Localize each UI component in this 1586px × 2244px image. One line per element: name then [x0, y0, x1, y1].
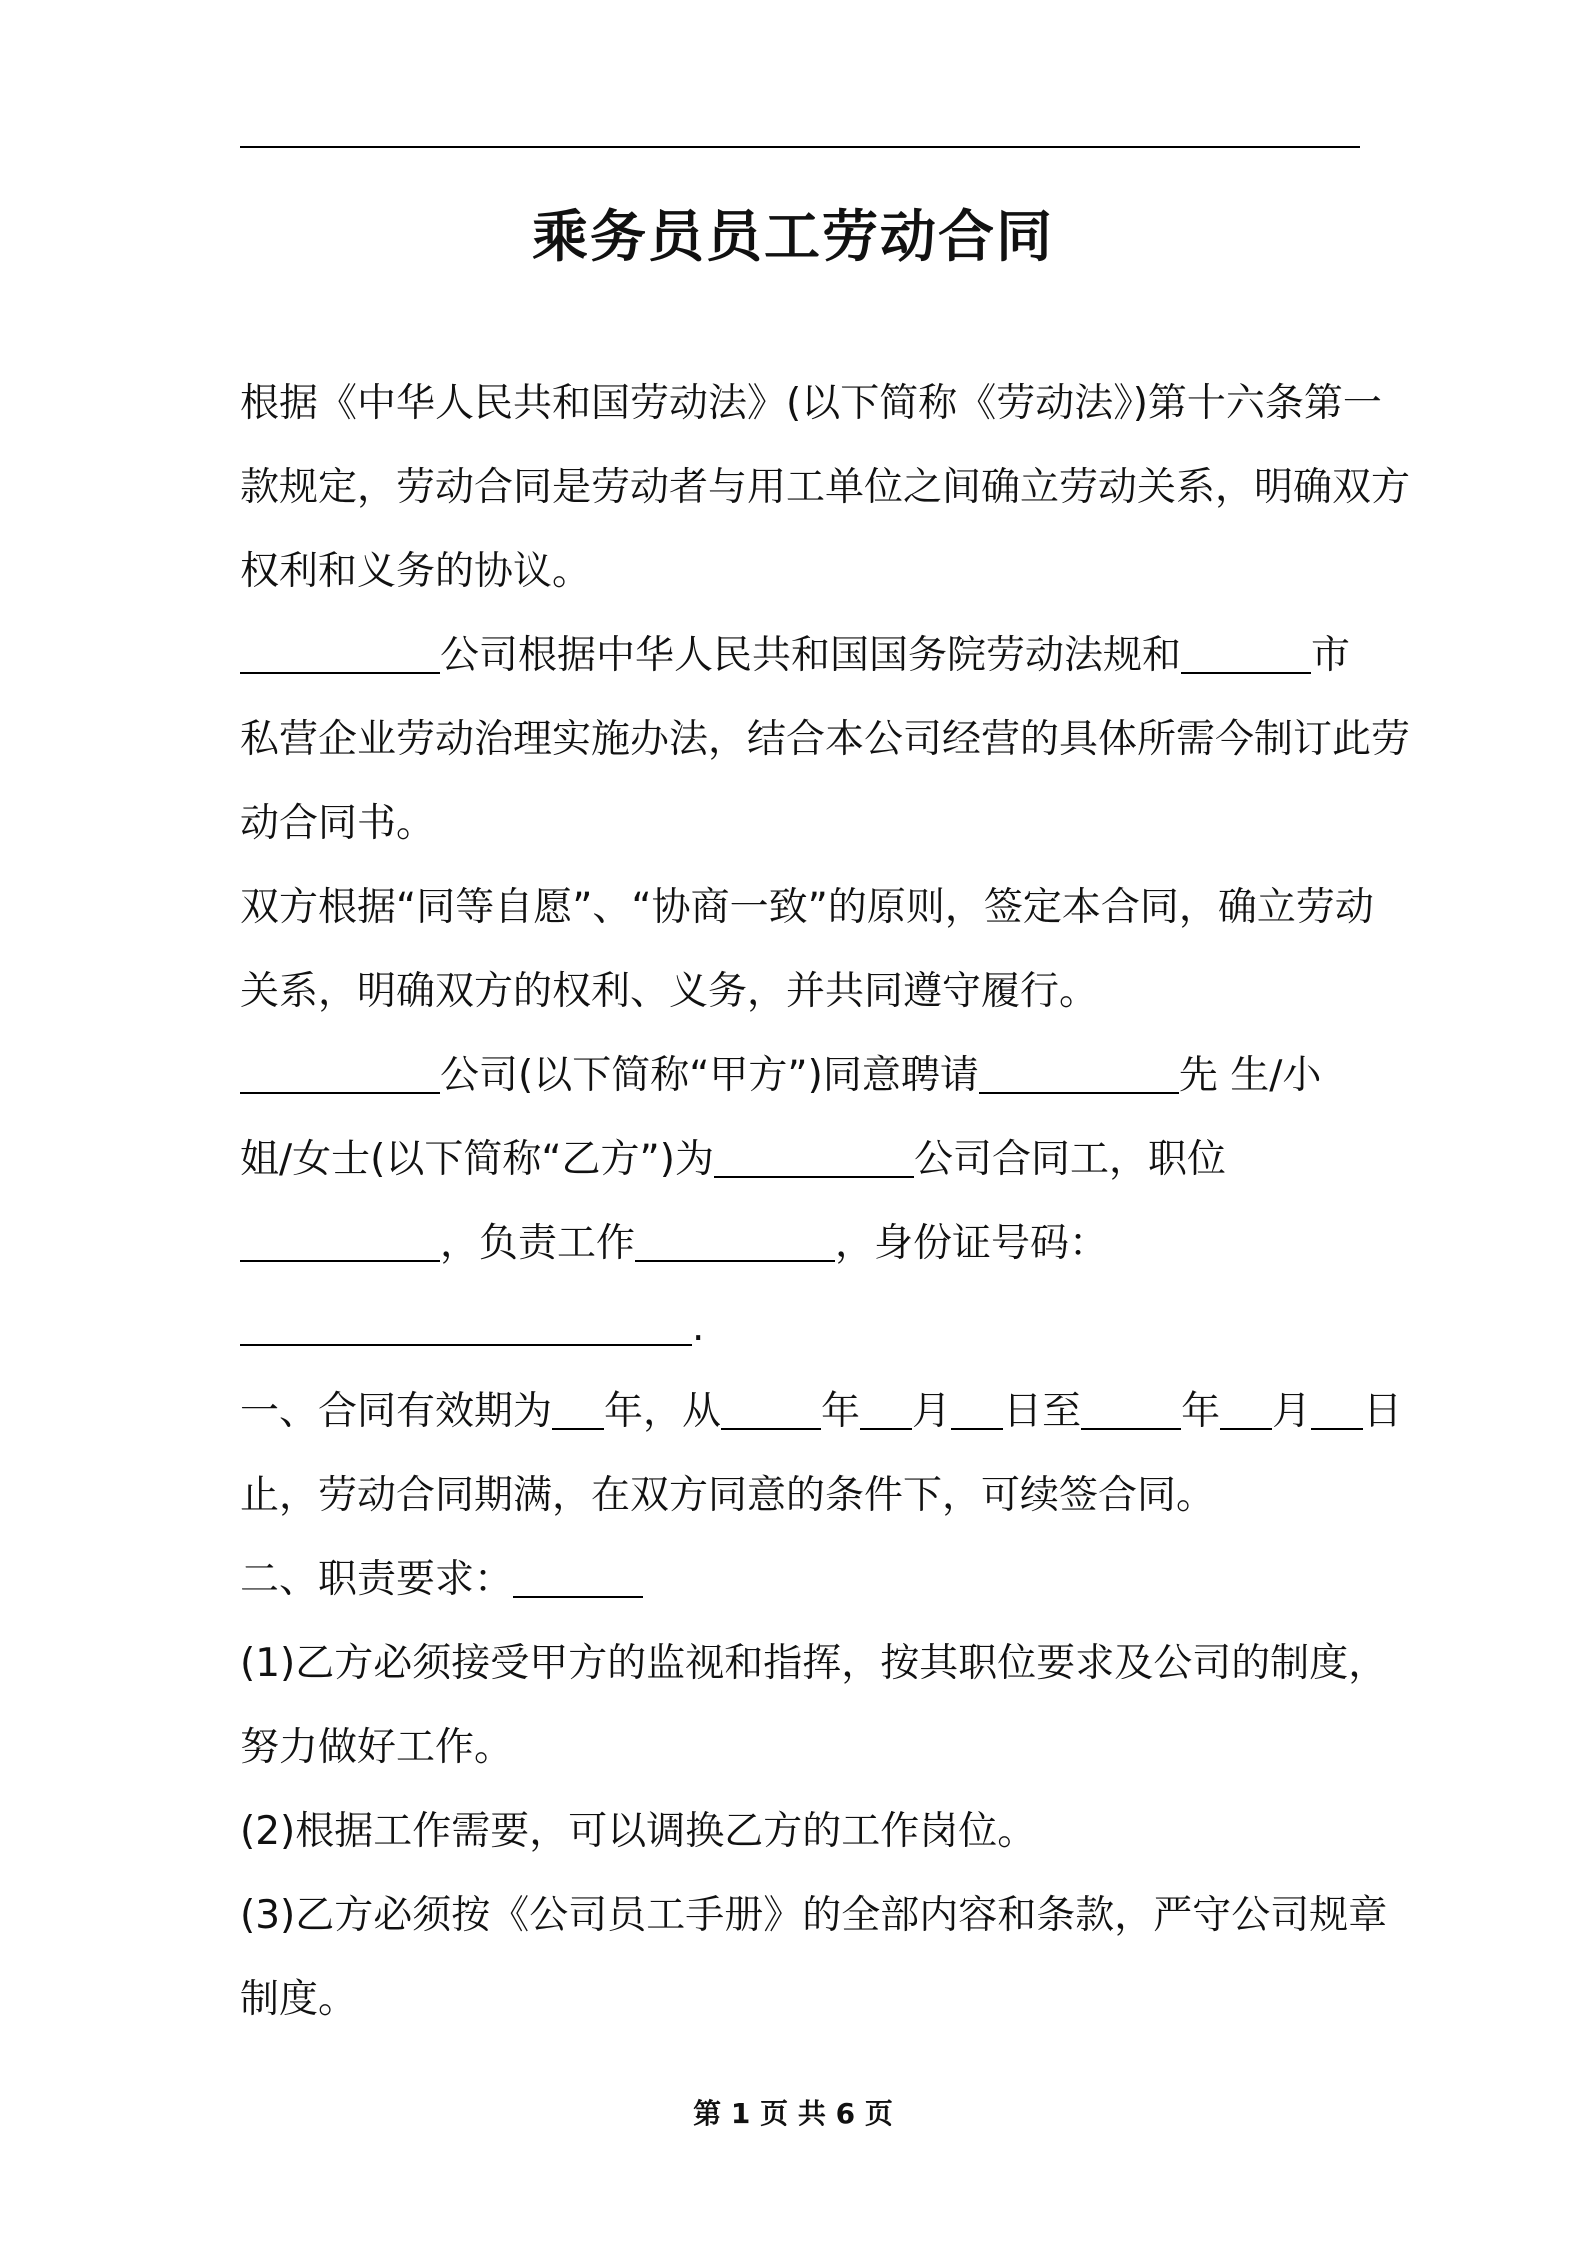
paragraph-line: (1)乙方必须接受甲方的监视和指挥，按其职位要求及公司的制度， [240, 1641, 1388, 1686]
paragraph-line: (2)根据工作需要，可以调换乙方的工作岗位。 [240, 1809, 1037, 1854]
inline-text: 先 生/小 [1178, 1053, 1322, 1098]
blank-field-start-year[interactable] [721, 1388, 821, 1430]
paragraph-line: 关系，明确双方的权利、义务，并共同遵守履行。 [240, 969, 1099, 1014]
inline-text: 年，从 [604, 1389, 722, 1434]
paragraph-line [240, 1538, 1360, 1622]
inline-text: 日 [1363, 1389, 1403, 1434]
inline-text: ，身份证号码： [835, 1221, 1109, 1266]
inline-text: 年 [821, 1389, 861, 1434]
paragraph-line [240, 1034, 1360, 1118]
paragraph-line [240, 1370, 1403, 1454]
blank-field-duties[interactable] [513, 1556, 643, 1598]
blank-field-position[interactable] [240, 1220, 440, 1262]
blank-field-company[interactable] [240, 1052, 440, 1094]
blank-field-end-year[interactable] [1081, 1388, 1181, 1430]
blank-field-id-number[interactable] [240, 1304, 692, 1346]
inline-text: 公司根据中华人民共和国国务院劳动法规和 [440, 633, 1182, 678]
inline-text: 公司合同工，职位 [913, 1137, 1226, 1182]
header-rule [240, 146, 1360, 148]
paragraph-line [240, 614, 1360, 698]
paragraph-line: 止，劳动合同期满，在双方同意的条件下，可续签合同。 [240, 1473, 1216, 1518]
inline-text: 公司(以下简称“甲方”)同意聘请 [440, 1053, 979, 1098]
inline-text: 年 [1181, 1389, 1221, 1434]
blank-field-company[interactable] [240, 632, 440, 674]
paragraph-line: 制度。 [240, 1977, 358, 2022]
inline-text: 二、职责要求： [240, 1557, 514, 1602]
inline-text: 姐/女士(以下简称“乙方”)为 [240, 1137, 714, 1182]
blank-field-years[interactable] [552, 1388, 604, 1430]
inline-text: 一、合同有效期为 [240, 1389, 553, 1434]
paragraph-line: 努力做好工作。 [240, 1725, 514, 1770]
blank-field-employee-name[interactable] [979, 1052, 1179, 1094]
inline-text: 月 [912, 1389, 952, 1434]
inline-text: ，负责工作 [440, 1221, 636, 1266]
blank-field-work[interactable] [635, 1220, 835, 1262]
paragraph-line: 私营企业劳动治理实施办法，结合本公司经营的具体所需今制订此劳 [240, 717, 1411, 762]
paragraph-line [240, 1202, 1360, 1286]
paragraph-line: 款规定，劳动合同是劳动者与用工单位之间确立劳动关系，明确双方 [240, 465, 1411, 510]
blank-field-start-day[interactable] [951, 1388, 1003, 1430]
blank-field-start-month[interactable] [860, 1388, 912, 1430]
inline-text: 市 [1311, 633, 1351, 678]
paragraph-line: 动合同书。 [240, 801, 436, 846]
blank-field-end-month[interactable] [1220, 1388, 1272, 1430]
document-title: 乘务员员工劳动合同 [532, 205, 1054, 270]
inline-text: . [692, 1305, 705, 1350]
paragraph-line [240, 1118, 1360, 1202]
inline-text: 日至 [1003, 1389, 1082, 1434]
page-indicator: 第 1 页 共 6 页 [693, 2097, 893, 2130]
paragraph-line: 根据《中华人民共和国劳动法》(以下简称《劳动法》)第十六条第一 [240, 381, 1382, 426]
paragraph-line: 双方根据“同等自愿”、“协商一致”的原则，签定本合同，确立劳动 [240, 885, 1374, 930]
paragraph-line: 权利和义务的协议。 [240, 549, 592, 594]
paragraph-line [240, 1286, 1360, 1370]
blank-field-city[interactable] [1181, 632, 1311, 674]
inline-text: 月 [1272, 1389, 1312, 1434]
blank-field-company[interactable] [714, 1136, 914, 1178]
paragraph-line: (3)乙方必须按《公司员工手册》的全部内容和条款，严守公司规章 [240, 1893, 1388, 1938]
blank-field-end-day[interactable] [1311, 1388, 1363, 1430]
